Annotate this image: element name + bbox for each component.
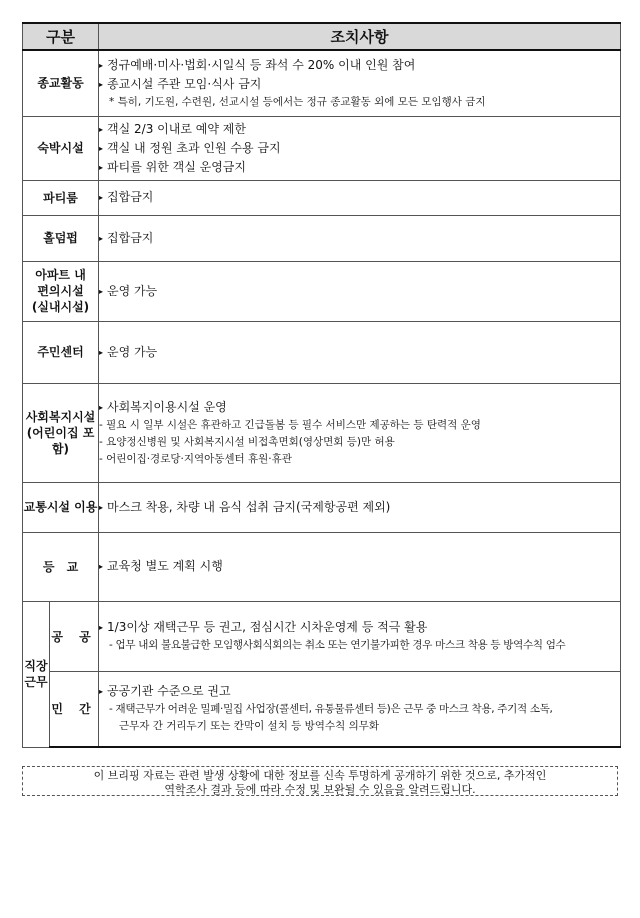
measure-line: ▸ 정규예배·미사·법회·시일식 등 좌석 수 20% 이내 인원 참여 <box>99 57 416 72</box>
header-row <box>23 23 621 50</box>
row-category: 파티룸 <box>23 180 99 215</box>
row-content <box>99 180 621 215</box>
table-row <box>23 532 621 601</box>
bullet-icon: ▸ <box>99 124 104 134</box>
measure-line: ▸ 종교시설 주관 모임·식사 금지 <box>99 76 262 91</box>
table-row <box>23 50 621 116</box>
bullet-icon: ▸ <box>99 60 104 70</box>
bullet-icon: ▸ <box>99 286 104 296</box>
bullet-icon: ▸ <box>99 193 104 202</box>
table-row <box>23 180 621 215</box>
bullet-icon: ▸ <box>99 402 104 412</box>
bullet-icon: ▸ <box>99 687 104 697</box>
row-category: 숙박시설 <box>23 116 99 180</box>
bullet-icon: ▸ <box>99 79 104 89</box>
row-category: 등 교 <box>23 532 99 601</box>
table-row <box>23 601 621 671</box>
row-content <box>99 532 621 601</box>
detail-line: - 요양정신병원 및 사회복지시설 비접촉면회(영상면회 등)만 허용 <box>99 435 395 448</box>
row-category: 사회복지시설 (어린이집 포함) <box>23 383 99 482</box>
row-content <box>99 215 621 261</box>
measure-line: ▸ 파티를 위한 객실 운영금지 <box>99 159 246 174</box>
row-content <box>99 601 621 671</box>
public-sector-label: 공 공 <box>50 601 99 671</box>
measures-table <box>22 22 621 748</box>
detail-line: - 어린이집·경로당·지역아동센터 휴원·휴관 <box>99 452 292 465</box>
bullet-icon: ▸ <box>99 143 104 153</box>
table-row <box>23 482 621 532</box>
row-content <box>99 50 621 116</box>
table-row <box>23 383 621 482</box>
detail-line: 근무자 간 거리두기 또는 칸막이 설치 등 방역수칙 의무화 <box>119 720 380 733</box>
detail-line: - 재택근무가 어려운 밀폐·밀집 사업장(콜센터, 유통물류센터 등)은 근무 중 마스크 착용, 주기적 소독, <box>109 703 553 716</box>
measure-line: ▸ 객실 내 정원 초과 인원 수용 금지 <box>99 140 281 155</box>
row-category: 종교활동 <box>23 50 99 116</box>
private-sector-label: 민 간 <box>50 671 99 747</box>
measure-line: ▸ 집합금지 <box>99 190 154 204</box>
table-row <box>23 321 621 383</box>
bullet-icon: ▸ <box>99 162 104 172</box>
workplace-category: 직장 근무 <box>23 601 50 747</box>
measure-line: ▸ 객실 2/3 이내로 예약 제한 <box>99 121 246 136</box>
table-row <box>23 261 621 321</box>
bullet-icon: ▸ <box>99 562 104 571</box>
bullet-icon: ▸ <box>99 347 104 357</box>
measure-line: ▸ 운영 가능 <box>99 283 158 298</box>
measure-line: ▸ 공공기관 수준으로 권고 <box>99 684 231 699</box>
measure-line: ▸ 사회복지이용시설 운영 <box>99 399 227 414</box>
row-category: 교통시설 이용 <box>23 482 99 532</box>
detail-line: - 업무 내외 불요불급한 모임행사회식회의는 취소 또는 연기불가피한 경우 마스크 착용 등 방역수칙 엄수 <box>109 639 566 651</box>
row-category: 홀덤펍 <box>23 215 99 261</box>
header-measures: 조치사항 <box>99 23 621 50</box>
row-category: 주민센터 <box>23 321 99 383</box>
measure-line: ▸ 마스크 착용, 차량 내 음식 섭취 금지(국제항공편 제외) <box>99 499 391 514</box>
bullet-icon: ▸ <box>99 233 104 243</box>
note-line: * 특히, 기도원, 수련원, 선교시설 등에서는 정규 종교활동 외에 모든 모임행사 금지 <box>109 95 486 108</box>
bullet-icon: ▸ <box>99 623 104 632</box>
row-content <box>99 671 621 747</box>
bullet-icon: ▸ <box>99 502 104 512</box>
notice-box <box>22 766 618 796</box>
notice-line: 이 브리핑 자료는 관련 발생 상황에 대한 정보를 신속 투명하게 공개하기 위한 것으로, 추가적인 <box>93 769 547 782</box>
table-row <box>23 215 621 261</box>
row-content <box>99 482 621 532</box>
measure-line: ▸ 집합금지 <box>99 230 154 245</box>
header-category: 구분 <box>23 23 99 50</box>
measure-line: ▸ 교육청 별도 계획 시행 <box>99 559 223 573</box>
table-row <box>23 671 621 747</box>
measure-line: ▸ 운영 가능 <box>99 344 158 359</box>
row-content <box>99 261 621 321</box>
table-row <box>23 116 621 180</box>
row-content <box>99 116 621 180</box>
detail-line: - 필요 시 일부 시설은 휴관하고 긴급돌봄 등 필수 서비스만 제공하는 등 탄력적 운영 <box>99 418 481 431</box>
row-category: 아파트 내 편의시설 (실내시설) <box>23 261 99 321</box>
notice-line: 역학조사 결과 등에 따라 수정 및 보완될 수 있음을 알려드립니다. <box>164 783 476 796</box>
row-content <box>99 321 621 383</box>
row-content <box>99 383 621 482</box>
measure-line: ▸ 1/3이상 재택근무 등 권고, 점심시간 시차운영제 등 적극 활용 <box>99 620 428 634</box>
